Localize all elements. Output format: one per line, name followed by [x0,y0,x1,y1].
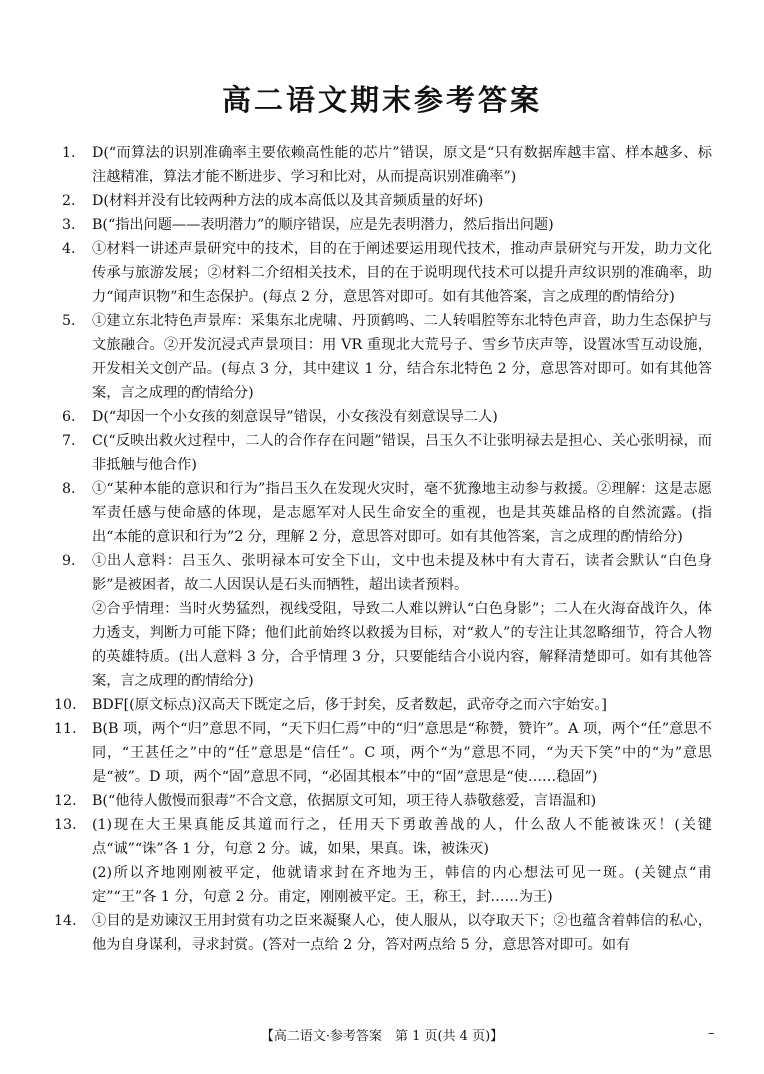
answer-number: 2. [62,193,76,209]
answer-item [62,189,712,213]
answer-number: 5. [62,313,76,329]
answer-number: 12. [54,793,77,809]
answer-item [54,717,712,789]
answer-number: 14. [54,913,77,929]
answer-number: 6. [62,409,76,425]
answer-text: B(“他待人傲慢而狠毒”不合文意，依据原文可知，项王待人恭敬慈爱，言语温和) [92,793,597,809]
answer-text: (1)现在大王果真能反其道而行之，任用天下勇敢善战的人，什么敌人不能被诛灭！(关键点“诚”“诛”各 1 分，句意 2 分。诚，如果，果真。诛，被诛灭) [92,817,712,857]
answer-number: 10. [54,697,77,713]
answer-item [62,477,712,549]
page-mark: – [708,1026,715,1041]
answer-text: ①建立东北特色声景库：采集东北虎啸、丹顶鹤鸣、二人转唱腔等东北特色声音，助力生态保护与文旅融合。②开发沉浸式声景项目：用 VR 重现北大荒号子、雪乡节庆声等，设置冰雪互动设施，开发相关文创产品。(每点 3 分，其中建议 1 分，结合东北特色 2 分，意思答对即可。如有其他答案，言之成理的酌情给分) [92,313,712,401]
answer-number: 9. [62,553,76,569]
answer-item [62,549,712,693]
answer-number: 11. [54,721,77,737]
answer-text: ②合乎情理：当时火势猛烈，视线受阻，导致二人难以辨认“白色身影”；二人在火海奋战许久，体力透支，判断力可能下降；他们此前始终以救援为目标，对“救人”的专注让其忽略细节，符合人物的英雄特质。(出人意料 3 分，合乎情理 3 分，只要能结合小说内容，解释清楚即可。如有其他答案，言之成理的酌情给分) [92,601,712,689]
answer-number: 4. [62,241,76,257]
answer-number: 1. [62,145,76,161]
answer-number: 13. [54,817,77,833]
answer-text: D(“而算法的识别准确率主要依赖高性能的芯片”错误，原文是“只有数据库越丰富、样本越多、标注越精准，算法才能不断进步、学习和比对，从而提高识别准确率”) [92,145,712,185]
answer-text: D(“却因一个小女孩的刻意误导”错误，小女孩没有刻意误导二人) [92,409,498,425]
answer-item [54,693,712,717]
answer-item [62,213,712,237]
answer-text: ①目的是劝谏汉王用封赏有功之臣来凝聚人心，使人服从，以夺取天下；②也蕴含着韩信的私心，他为自身谋利，寻求封赏。(答对一点给 2 分，答对两点给 5 分，意思答对即可。如有 [92,913,712,953]
page-title: 高二语文期末参考答案 [221,83,542,117]
answer-item [62,141,712,189]
answer-text: C(“反映出救火过程中，二人的合作存在问题”错误，吕玉久不让张明禄去是担心、关心张明禄，而非抵触与他合作) [92,433,712,473]
answer-number: 8. [62,481,76,497]
answer-text: (2)所以齐地刚刚被平定，他就请求封在齐地为王，韩信的内心想法可见一斑。(关键点“甫定”“王”各 1 分，句意 2 分。甫定，刚刚被平定。王，称王，封……为王) [92,865,712,905]
answer-text: BDF[(原文标点)汉高天下既定之后，侈于封矣，反者数起，武帝夺之而六宇始安。] [92,697,607,713]
answer-item [54,909,712,957]
answer-text: D(材料并没有比较两种方法的成本高低以及其音频质量的好坏) [92,193,484,209]
answer-number: 7. [62,433,76,449]
answer-list [54,141,712,957]
answer-text: ①出人意料：吕玉久、张明禄本可安全下山，文中也未提及林中有大青石，读者会默认“白色身影”是被困者，故二人因误认是石头而牺牲，超出读者预料。 [92,553,712,593]
answer-number: 3. [62,217,76,233]
page-footer: 【高二语文·参考答案 第 1 页(共 4 页)】 [260,1029,504,1044]
answer-item [62,429,712,477]
answer-item [62,237,712,309]
answer-item [54,789,712,813]
answer-text: B(“指出问题——表明潜力”的顺序错误，应是先表明潜力，然后指出问题) [92,217,554,233]
answer-item [62,309,712,405]
answer-text: B(B 项，两个“归”意思不同，“天下归仁焉”中的“归”意思是“称赞，赞许”。A 项，两个“任”意思不同，“王甚任之”中的“任”意思是“信任”。C 项，两个“为”意思不同，“为天下笑”中的“为”意思是“被”。D 项，两个“固”意思不同，“必固其根本”中的“固”意思是“使……稳固”) [92,721,712,785]
answer-text: ①材料一讲述声景研究中的技术，目的在于阐述要运用现代技术，推动声景研究与开发，助力文化传承与旅游发展；②材料二介绍相关技术，目的在于说明现代技术可以提升声纹识别的准确率，助力“闻声识物”和生态保护。(每点 2 分，意思答对即可。如有其他答案，言之成理的酌情给分) [92,241,712,305]
answer-text: ①“某种本能的意识和行为”指吕玉久在发现火灾时，毫不犹豫地主动参与救援。②理解：这是志愿军责任感与使命感的体现，是志愿军对人民生命安全的重视，也是其英雄品格的自然流露。(指出“本能的意识和行为”2 分，理解 2 分，意思答对即可。如有其他答案，言之成理的酌情给分) [92,481,712,545]
answer-item [54,813,712,909]
answer-item [62,405,712,429]
